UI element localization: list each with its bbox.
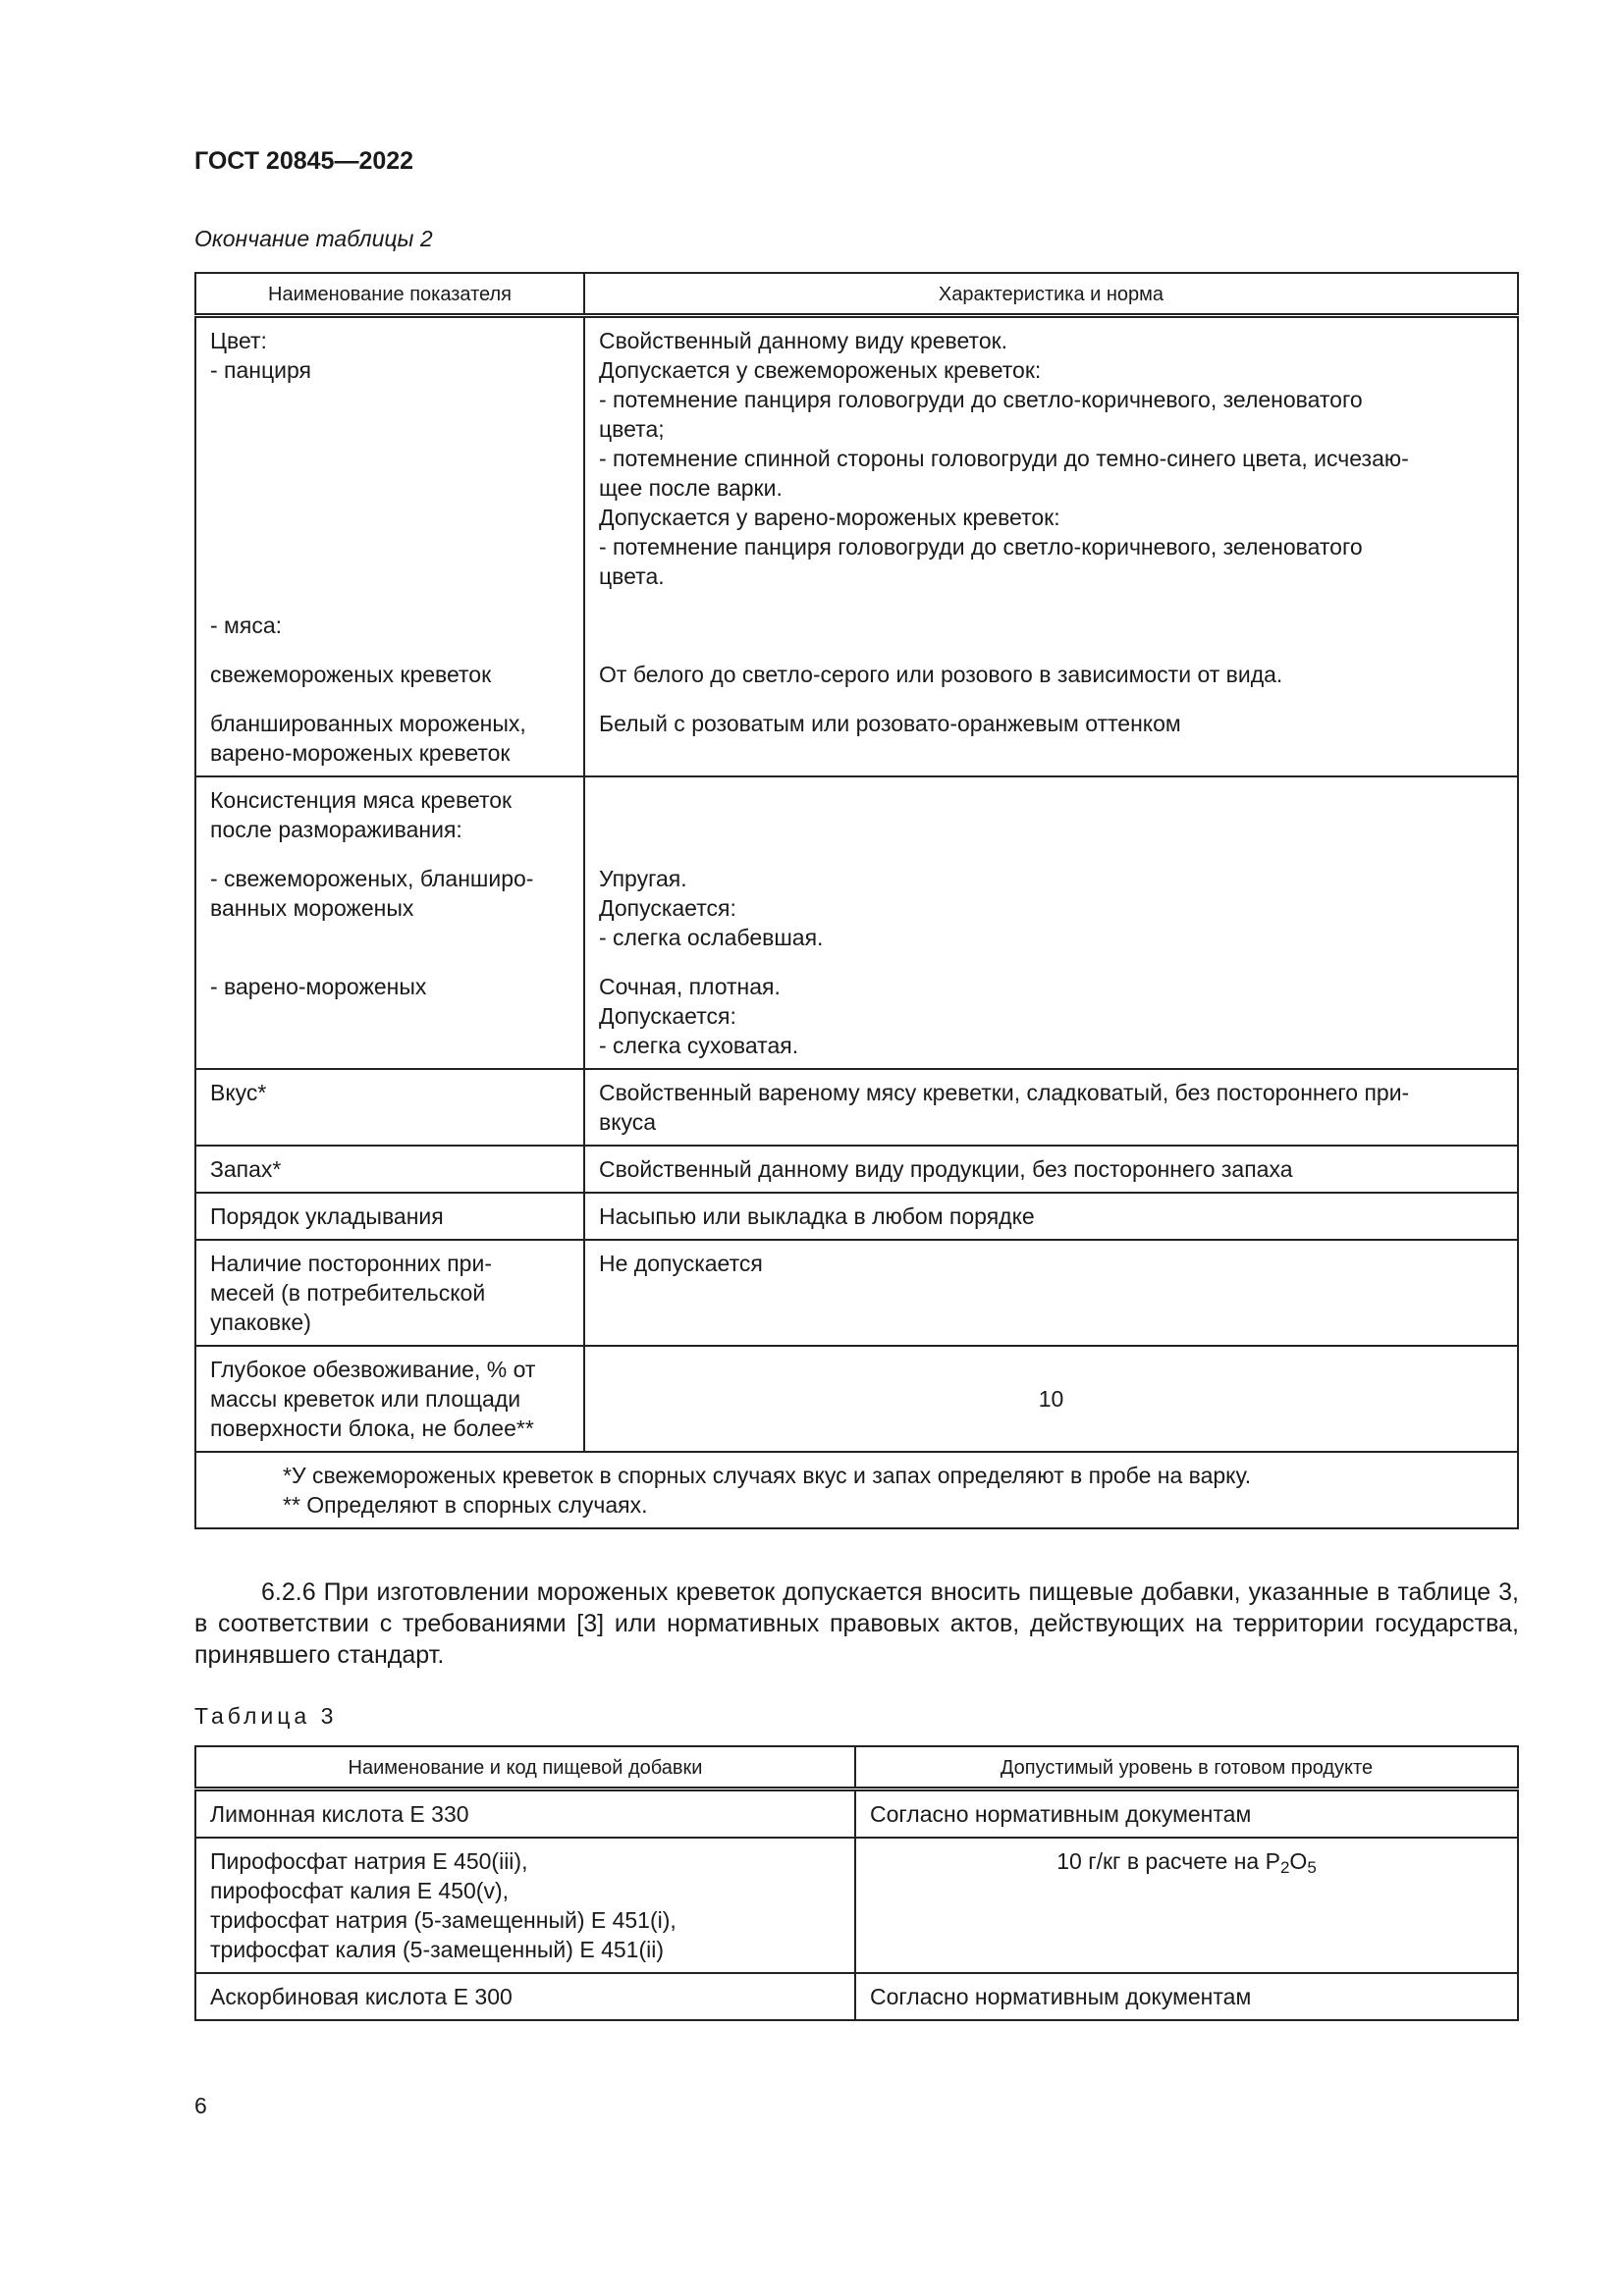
- allowed-level: Согласно нормативным документам: [855, 1789, 1518, 1839]
- table-notes-row: [195, 1452, 1518, 1528]
- indicator-name: месей (в потребительской: [210, 1280, 486, 1306]
- table-row-packing: [195, 1193, 1518, 1240]
- table-3-label: Таблица 3: [194, 1703, 338, 1729]
- table-3: [194, 1745, 1519, 2021]
- additive-name: трифосфат калия (5-замещенный) Е 451(ii): [210, 1937, 664, 1962]
- norm-text: - слегка суховатая.: [599, 1033, 799, 1058]
- column-header: Допустимый уровень в готовом продукте: [855, 1746, 1518, 1789]
- norm-text: Допускается у свежемороженых креветок:: [599, 357, 1042, 383]
- indicator-subname: - мяса:: [210, 613, 282, 638]
- indicator-subname: - варено-мороженых: [210, 974, 427, 999]
- norm-cell: [584, 1069, 1518, 1146]
- norm-text: Белый с розоватым или розовато-оранжевым оттенком: [599, 711, 1181, 736]
- norm-text: - потемнение панциря головогруди до светло-коричневого, зеленоватого: [599, 534, 1363, 560]
- table-row: [195, 1973, 1518, 2020]
- table-header-row: [195, 1746, 1518, 1789]
- table-row-impurities: [195, 1240, 1518, 1346]
- indicator-name: Запах*: [210, 1156, 282, 1182]
- norm-cell: [584, 1146, 1518, 1193]
- indicator-name: Порядок укладывания: [210, 1203, 444, 1229]
- footnote: *У свежемороженых креветок в спорных случаях вкус и запах определяют в пробе на варку.: [283, 1463, 1252, 1488]
- page-number: 6: [194, 2093, 207, 2118]
- norm-text: Сочная, плотная.: [599, 974, 781, 999]
- footnote: ** Определяют в спорных случаях.: [283, 1492, 648, 1518]
- table-2: [194, 272, 1519, 1529]
- norm-text: - потемнение спинной стороны головогруди до темно-синего цвета, исчезаю-: [599, 446, 1409, 471]
- indicator-name-cell: [195, 776, 584, 1069]
- subscript: 5: [1307, 1858, 1317, 1877]
- indicator-name-cell: [195, 1346, 584, 1452]
- indicator-name: упаковке): [210, 1309, 311, 1335]
- additive-name: трифосфат натрия (5-замещенный) Е 451(i),: [210, 1907, 677, 1933]
- allowed-level-text: 10 г/кг в расчете на P: [1056, 1848, 1280, 1874]
- norm-text: Допускается у варено-мороженых креветок:: [599, 505, 1060, 530]
- table-row-color: [195, 316, 1518, 777]
- indicator-subname: - панциря: [210, 357, 312, 383]
- allowed-level-text: O: [1289, 1848, 1308, 1874]
- indicator-name: Цвет:: [210, 328, 267, 353]
- table-row: [195, 1789, 1518, 1839]
- norm-text: От белого до светло-серого или розового в зависимости от вида.: [599, 662, 1283, 687]
- indicator-subname: бланшированных мороженых,: [210, 711, 526, 736]
- norm-text: Свойственный данному виду креветок.: [599, 328, 1008, 353]
- table-row-consistency: [195, 776, 1518, 1069]
- norm-cell: [584, 776, 1518, 1069]
- indicator-name: массы креветок или площади: [210, 1386, 521, 1412]
- norm-text: щее после варки.: [599, 475, 783, 501]
- column-header: Наименование показателя: [195, 273, 584, 316]
- table-row-taste: [195, 1069, 1518, 1146]
- norm-text: вкуса: [599, 1109, 657, 1135]
- column-header: Характеристика и норма: [584, 273, 1518, 316]
- table-notes: [195, 1452, 1518, 1528]
- indicator-subname: - свежемороженых, бланширо-: [210, 866, 534, 891]
- indicator-name: Консистенция мяса креветок: [210, 787, 513, 813]
- indicator-name-cell: [195, 1240, 584, 1346]
- norm-text: цвета.: [599, 563, 665, 589]
- subscript: 2: [1279, 1858, 1290, 1877]
- indicator-name-cell: [195, 1193, 584, 1240]
- allowed-level: [855, 1838, 1518, 1973]
- indicator-name: Вкус*: [210, 1080, 267, 1105]
- table-row: [195, 1838, 1518, 1973]
- norm-text: - потемнение панциря головогруди до светло-коричневого, зеленоватого: [599, 387, 1363, 412]
- additive-name: Аскорбиновая кислота Е 300: [195, 1973, 855, 2020]
- additive-name: Лимонная кислота Е 330: [195, 1789, 855, 1839]
- indicator-subname: варено-мороженых креветок: [210, 740, 511, 766]
- norm-text: Свойственный данному виду продукции, без постороннего запаха: [599, 1156, 1293, 1182]
- additive-name: Пирофосфат натрия Е 450(iii),: [210, 1848, 528, 1874]
- norm-cell: [584, 316, 1518, 777]
- table-header-row: [195, 273, 1518, 316]
- table-2-caption: Окончание таблицы 2: [194, 226, 433, 251]
- indicator-name: поверхности блока, не более**: [210, 1415, 534, 1441]
- indicator-name: после размораживания:: [210, 817, 462, 842]
- norm-cell: [584, 1240, 1518, 1346]
- norm-cell: [584, 1193, 1518, 1240]
- norm-text: Упругая.: [599, 866, 687, 891]
- allowed-level: Согласно нормативным документам: [855, 1973, 1518, 2020]
- indicator-name: Глубокое обезвоживание, % от: [210, 1357, 536, 1382]
- indicator-subname: свежемороженых креветок: [210, 662, 492, 687]
- norm-text: цвета;: [599, 416, 665, 442]
- additive-name-cell: [195, 1838, 855, 1973]
- paragraph-6-2-6: 6.2.6 При изготовлении мороженых креветок допускается вносить пищевые добавки, указанные в таблице 3, в соответствии с требованиями [3] или нормативных правовых актов, действующих на территории государства, принявшего стандарт.: [194, 1578, 1519, 1669]
- additive-name: пирофосфат калия Е 450(v),: [210, 1878, 510, 1903]
- indicator-subname: ванных мороженых: [210, 895, 414, 921]
- indicator-name-cell: [195, 1069, 584, 1146]
- norm-text: Допускается:: [599, 895, 736, 921]
- document-header: ГОСТ 20845—2022: [194, 147, 414, 175]
- norm-text: - слегка ослабевшая.: [599, 925, 824, 950]
- norm-text: Допускается:: [599, 1003, 736, 1029]
- table-row-dehydration: [195, 1346, 1518, 1452]
- norm-text: Не допускается: [599, 1251, 763, 1276]
- indicator-name: Наличие посторонних при-: [210, 1251, 492, 1276]
- table-row-smell: [195, 1146, 1518, 1193]
- indicator-name-cell: [195, 1146, 584, 1193]
- norm-text: Свойственный вареному мясу креветки, сладковатый, без постороннего при-: [599, 1080, 1410, 1105]
- norm-cell: 10: [584, 1346, 1518, 1452]
- indicator-name-cell: [195, 316, 584, 777]
- norm-text: Насыпью или выкладка в любом порядке: [599, 1203, 1035, 1229]
- column-header: Наименование и код пищевой добавки: [195, 1746, 855, 1789]
